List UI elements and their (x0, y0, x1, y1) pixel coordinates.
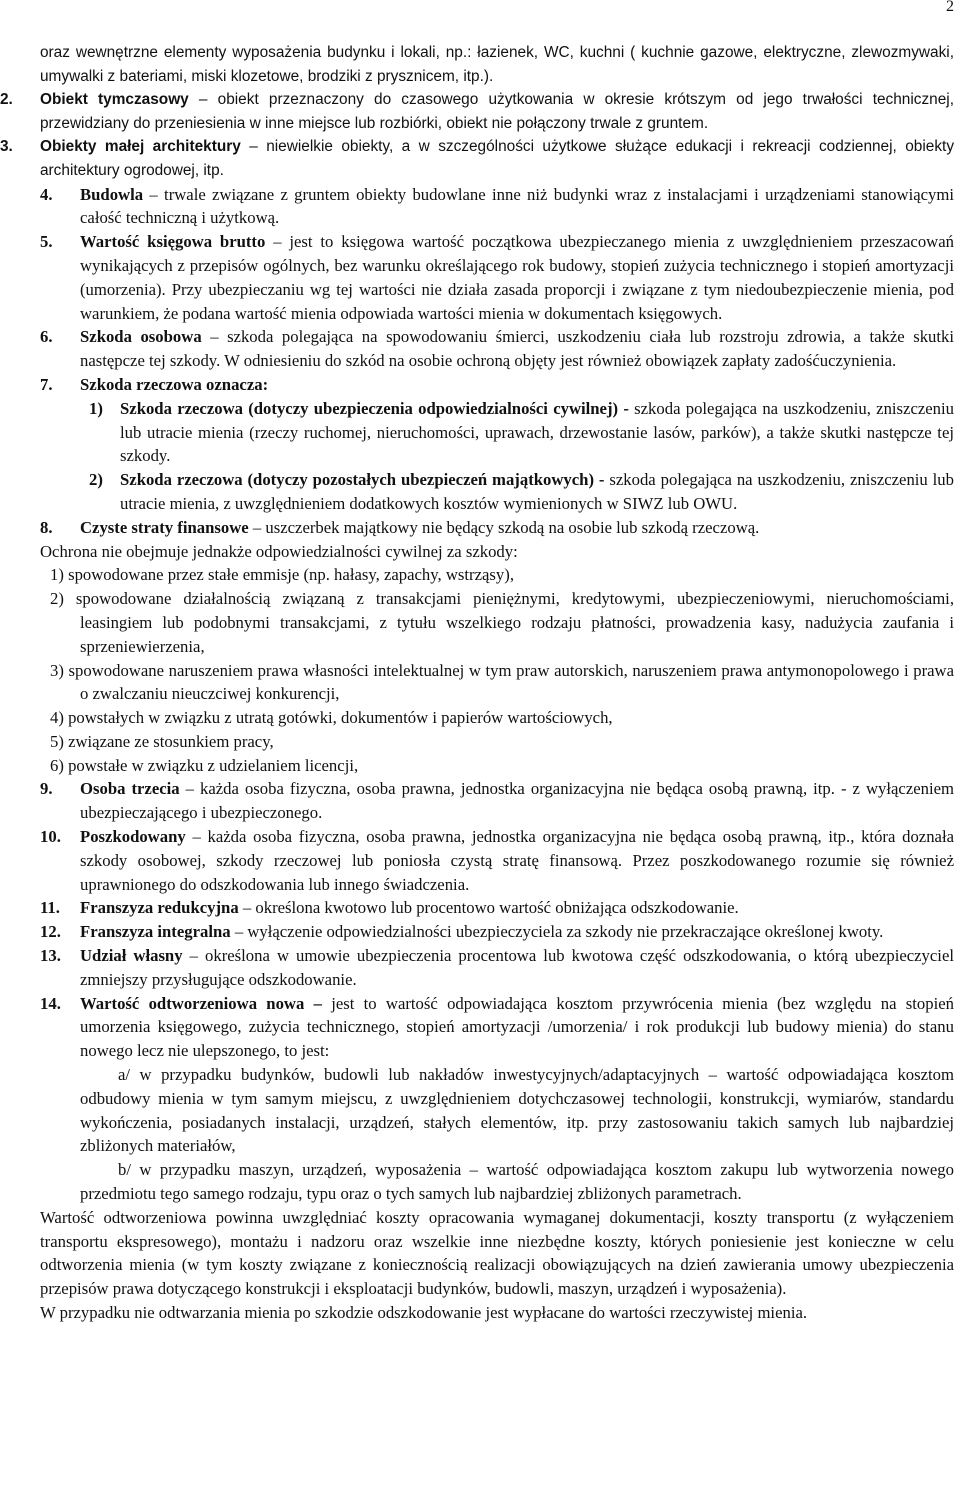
item-term: Szkoda osobowa (80, 327, 202, 347)
exclusion-item-4: 4) powstałych w związku z utratą gotówki, dokumentów i papierów wartościowych, (50, 708, 613, 728)
definition-item-13 (40, 944, 954, 992)
item-text-continued: , która doznała szkody osobowej, szkody rzeczowej lub poniosła czystą stratę finansową. Przez poszkodowanego rozumie się również uprawnionego do odszkodowania lub innego świadczenia. (80, 827, 954, 894)
exclusions-list (40, 563, 954, 777)
item-term: Franszyza integralna (80, 922, 231, 942)
item-text: szkoda polegająca na uszkodzeniu, zniszczeniu lub utracie mienia, z uwzględnieniem dodatkowych kosztów wymienionych w SIWZ lub OWU. (120, 470, 954, 513)
item-number: 9. (40, 779, 53, 799)
definition-item-9 (40, 777, 954, 825)
definition-item-7-2 (40, 468, 954, 516)
item-term: Szkoda rzeczowa (dotyczy ubezpieczenia odpowiedzialności cywilnej) - (120, 398, 629, 418)
definition-item-14-a: a/ w przypadku budynków, budowli lub nakładów inwestycyjnych/adaptacyjnych – wartość odpowiadająca kosztom odbudowy mienia w tym samym miejscu, z uwzględnieniem dotychczasowej technologii, konstrukcji, wymiarów, standardu wykończenia, posiadanych instalacji, urządzeń, stałych elementów, itp. przy zastosowaniu takich samych lub najbardziej zbliżonych materiałów, (80, 1065, 954, 1156)
item-term: Czyste straty finansowe (80, 517, 249, 537)
item-number: 10. (40, 827, 61, 847)
item-text: – niewielkie obiekty, a w szczególności użytkowe służące edukacji i rekreacji codziennej, obiekty architektury ogrodowej, itp. (40, 138, 955, 179)
exclusion-item-2: 2) spowodowane działalnością związaną z transakcjami pieniężnymi, kredytowymi, ubezpieczeniowymi, nieruchomościami, leasingiem lub podobnymi transakcjami, z tytułu wszelkiego rodzaju płatności, prowadzenia kasy, nadużycia zaufania i sprzeniewierzenia, (50, 589, 954, 656)
intro-paragraph: oraz wewnętrzne elementy wyposażenia budynku i lokali, np.: łazienek, WC, kuchni ( kuchnie gazowe, elektryczne, zlewozmywaki, umywalki z bateriami, miski klozetowe, brodziki z prysznicem, itp.). (40, 44, 954, 85)
definition-item-7-1 (40, 397, 954, 468)
definition-item-8 (40, 516, 954, 540)
item-number: 3. (0, 138, 13, 156)
item-text: – wyłączenie odpowiedzialności ubezpieczyciela za szkody nie przekraczające określonej kwoty. (230, 922, 884, 942)
item-term: Poszkodowany (80, 827, 186, 847)
definition-item-10 (40, 825, 954, 896)
item-text: – jest to księgowa wartość początkowa ubezpieczanego mienia z uwzględnieniem przeszacowań wynikających z przepisów ogólnych, bez warunku określającego rok budowy, stopień zużycia technicznego i stopień amortyzacji (umorzenia). Przy ubezpieczaniu wg tej wartości nie działa zasada proporcji i związane z tym niedoubezpieczenie mienia, pod warunkiem, że podana wartość mienia odpowiada wartości mienia w dokumentach księgowych. (80, 232, 954, 323)
item-term: Franszyza redukcyjna (80, 898, 239, 918)
item-number: 5. (40, 232, 53, 252)
exclusion-item-3: 3) spowodowane naruszeniem prawa własności intelektualnej w tym praw autorskich, naruszeniem prawa antymonopolowego i prawa o zwalczaniu nieuczciwej konkurencji, (50, 660, 954, 704)
item-number: 2) (89, 470, 103, 490)
item-number: 11. (40, 898, 60, 918)
item-term: Szkoda rzeczowa oznacza: (80, 374, 269, 394)
definition-item-7 (40, 373, 954, 397)
no-reconstruction-paragraph: W przypadku nie odtwarzania mienia po szkodzie odszkodowanie jest wypłacane do wartości rzeczywistej mienia. (40, 1303, 808, 1323)
definition-item-6 (40, 325, 954, 373)
definition-item-2 (0, 88, 954, 135)
exclusion-item-1: 1) spowodowane przez stałe emmisje (np. hałasy, zapachy, wstrząsy), (50, 565, 514, 585)
exclusion-item-6: 6) powstałe w związku z udzielaniem licencji, (50, 755, 359, 775)
definition-item-4 (40, 183, 954, 231)
item-term: Wartość księgowa brutto (80, 232, 266, 252)
definition-item-14 (40, 992, 954, 1063)
item-text: – uszczerbek majątkowy nie będący szkodą na osobie lub szkodą rzeczową. (248, 517, 760, 537)
item-number: 12. (40, 922, 61, 942)
item-number: 6. (40, 327, 53, 347)
reconstruction-value-paragraph: Wartość odtworzeniowa powinna uwzględniać koszty opracowania wymaganej dokumentacji, koszty transportu (z wyłączeniem transportu ekspresowego), montażu i nadzoru oraz wszelkie inne niezbędne koszty, których poniesienie jest konieczne w celu odtworzenia mienia (w tym koszty związane z koniecznością realizacji obowiązujących na dzień zawierania umowy ubezpieczenia przepisów prawa dotyczącego konstrukcji i eksploatacji budynków, budowli, maszyn, urządzeń i wyposażenia). (40, 1207, 954, 1299)
definition-item-14-b: b/ w przypadku maszyn, urządzeń, wyposażenia – wartość odpowiadająca kosztom zakupu lub wytworzenia nowego przedmiotu tego samego rodzaju, typu oraz o tych samych lub najbardziej zbliżonych parametrach. (80, 1160, 954, 1204)
definition-item-3 (0, 135, 955, 182)
item-text: – trwale związane z gruntem obiekty budowlane inne niż budynki wraz z instalacjami i urządzeniami stanowiącymi całość techniczną i użytkową. (80, 184, 954, 228)
item-number: 7. (40, 374, 53, 394)
item-text: – obiekt przeznaczony do czasowego użytkowania w okresie krótszym od jego trwałości technicznej, przewidziany do przeniesienia w inne miejsce lub rozbiórki, obiekt nie połączony trwale z gruntem. (40, 91, 954, 132)
item-term: Budowla (80, 184, 144, 204)
item-number: 8. (40, 517, 53, 537)
item-term: Udział własny (80, 946, 183, 966)
item-number: 4. (40, 184, 53, 204)
page-number: 2 (946, 0, 954, 15)
item-term: Osoba trzecia (80, 779, 180, 799)
item-number: 14. (40, 993, 61, 1013)
definition-item-11 (40, 896, 954, 920)
item-text: szkoda polegająca na uszkodzeniu, zniszczeniu lub utracie mienia (rzeczy ruchomej, nieruchomości, uprawach, drzewostanie lasów, parków), a także skutki następcze tej szkody. (120, 398, 954, 466)
item-number: 1) (89, 398, 103, 418)
item-text: – każda osoba fizyczna, osoba prawna, jednostka organizacyjna nie będąca osobą prawną, itp. (185, 827, 851, 847)
item-text: – szkoda polegająca na spowodowaniu śmierci, uszkodzeniu ciała lub rozstroju zdrowia, a także skutki następcze tej szkody. W odniesieniu do szkód na osobie ochroną objęty jest również obowiązek zapłaty zadośćuczynienia. (80, 327, 954, 371)
item-term: Obiekt tymczasowy (40, 91, 189, 109)
item-text: – określona w umowie ubezpieczenia procentowa lub kwotowa część odszkodowania, o którą ubezpieczyciel zmniejszy przysługujące odszkodowanie. (80, 946, 954, 989)
exclusion-item-5: 5) związane ze stosunkiem pracy, (50, 731, 274, 751)
exclusions-intro: Ochrona nie obejmuje jednakże odpowiedzialności cywilnej za szkody: (40, 541, 518, 561)
document-body (0, 41, 955, 1325)
item-number: 13. (40, 946, 61, 966)
item-number: 2. (0, 91, 13, 109)
item-text: – każda osoba fizyczna, osoba prawna, jednostka organizacyjna nie będąca osobą prawną, itp. - z wyłączeniem ubezpieczającego i ubezpieczonego. (80, 779, 954, 823)
item-text: jest to wartość odpowiadająca kosztom przywrócenia mienia (bez względu na stopień umorzenia księgowego, zużycia technicznego, stopień amortyzacji /umorzenia/ i rok produkcji lub budowy mienia) do stanu nowego lecz nie ulepszonego, to jest: (80, 993, 954, 1061)
item-term: Wartość odtworzeniowa nowa – (80, 993, 332, 1013)
definition-item-5 (40, 230, 954, 325)
item-term: Obiekty małej architektury (40, 138, 241, 156)
item-text: – określona kwotowo lub procentowo wartość obniżająca odszkodowanie. (238, 898, 739, 918)
definition-item-12 (40, 920, 954, 944)
item-term: Szkoda rzeczowa (dotyczy pozostałych ubezpieczeń majątkowych) - (120, 470, 605, 490)
